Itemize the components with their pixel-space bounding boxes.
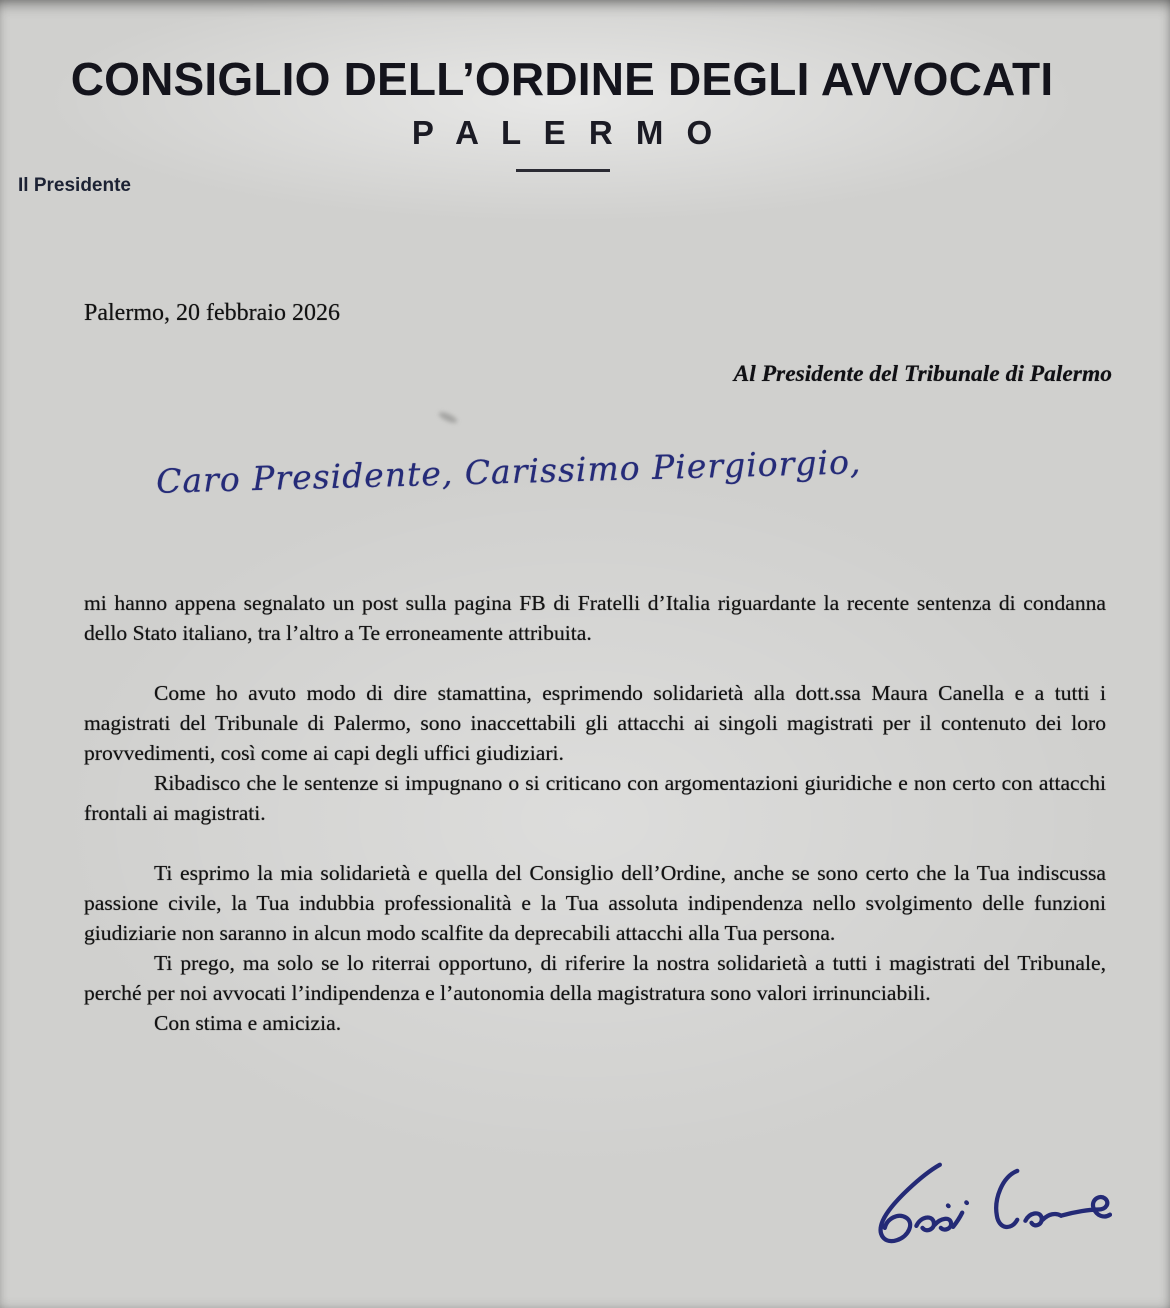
- signature-stroke: [916, 1218, 934, 1231]
- organization-city: P A L E R M O: [411, 114, 720, 151]
- signature-stroke: [935, 1219, 951, 1230]
- sender-role: Il Presidente: [18, 175, 131, 196]
- signature-stroke: [948, 1205, 949, 1206]
- signature-stroke: [1025, 1213, 1041, 1225]
- signature-stroke: [1061, 1197, 1110, 1216]
- dateline: Palermo, 20 febbraio 2026: [84, 300, 340, 326]
- signature-stroke: [953, 1213, 962, 1227]
- recipient-line: Al Presidente del Tribunale di Palermo: [733, 361, 1112, 387]
- letter-body: [84, 588, 1106, 1038]
- handwritten-signature: [842, 1156, 1112, 1256]
- signature-stroke: [966, 1202, 967, 1203]
- paragraph: mi hanno appena segnalato un post sulla pagina FB di Fratelli d’Italia riguardante la recente sentenza di condanna dello Stato italiano, tra l’altro a Te erroneamente attribuita.: [84, 591, 1106, 645]
- signature-stroke: [1043, 1214, 1061, 1220]
- paragraph: Ti prego, ma solo se lo riterrai opportuno, di riferire la nostra solidarietà a tutti i magistrati del Tribunale, perché per noi avvocati l’indipendenza e l’autonomia della magistratura sono valori irrinunciabili.: [84, 951, 1106, 1005]
- paragraph: Ribadisco che le sentenze si impugnano o si criticano con argomentazioni giuridiche e non certo con attacchi frontali ai magistrati.: [84, 771, 1106, 825]
- organization-name: CONSIGLIO DELL’ORDINE DEGLI AVVOCATI: [70, 53, 1054, 105]
- closing-line: Con stima e amicizia.: [154, 1011, 342, 1035]
- handwritten-salutation: Caro Presidente, Carissimo Piergiorgio,: [155, 442, 862, 501]
- paragraph: Come ho avuto modo di dire stamattina, esprimendo solidarietà alla dott.ssa Maura Canella e a tutti i magistrati del Tribunale di Palermo, sono inaccettabili gli attacchi ai singoli magistrati per il contenuto dei loro provvedimenti, così come ai capi degli uffici giudiziari.: [84, 681, 1106, 765]
- signature-stroke: [996, 1171, 1017, 1227]
- scan-smudge: [437, 410, 458, 425]
- letterhead-divider: [516, 169, 610, 172]
- paragraph: Ti esprimo la mia solidarietà e quella del Consiglio dell’Ordine, anche se sono certo che la Tua indiscussa passione civile, la Tua indubbia professionalità e la Tua assoluta indipendenza nello svolgimento delle funzioni giudiziarie non saranno in alcun modo scalfite da deprecabili attacchi alla Tua persona.: [84, 861, 1106, 945]
